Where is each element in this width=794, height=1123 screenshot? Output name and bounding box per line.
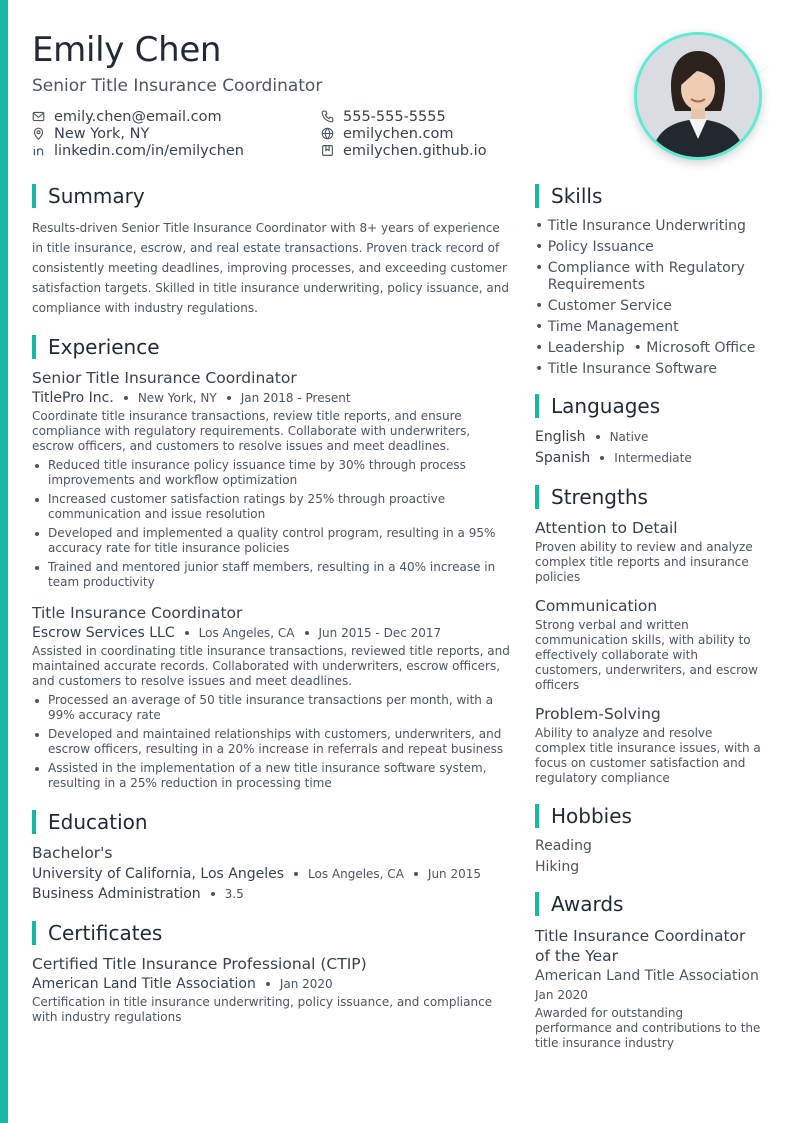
strength-description: Ability to analyze and resolve complex title insurance issues, with a focus on customer satisfaction and regulatory compliance	[535, 726, 761, 785]
education-heading	[32, 809, 510, 835]
section-marker	[535, 184, 539, 208]
main-column	[32, 183, 510, 1029]
awards-heading-text: Awards	[551, 892, 624, 916]
certificate-issuer: American Land Title Association	[32, 976, 256, 992]
job-location: Los Angeles, CA	[198, 626, 295, 640]
language-item	[535, 449, 763, 466]
award-title: Title Insurance Coordinator of the Year	[535, 927, 746, 965]
section-marker	[32, 810, 36, 834]
summary-section	[32, 183, 510, 318]
section-marker	[32, 184, 36, 208]
section-marker	[535, 394, 539, 418]
person-portrait-icon	[637, 35, 759, 157]
education-school: University of California, Los Angeles	[32, 866, 285, 882]
separator-dot	[211, 892, 215, 896]
contact-linkedin-text: linkedin.com/in/emilychen	[54, 142, 244, 159]
education-degree: Bachelor's	[32, 844, 113, 862]
skills-heading-text: Skills	[551, 184, 603, 208]
separator-dot	[414, 872, 418, 876]
contact-phone[interactable]	[321, 108, 591, 125]
job-company: TitlePro Inc.	[32, 390, 114, 406]
profile-photo	[634, 32, 762, 160]
job-achievements	[32, 458, 510, 590]
separator-dot	[185, 631, 189, 635]
certificate-date: Jan 2020	[279, 977, 333, 991]
candidate-title: Senior Title Insurance Coordinator	[32, 76, 323, 96]
skill-text: Title Insurance Underwriting	[547, 218, 746, 234]
accent-bar	[0, 0, 8, 1123]
section-marker	[32, 335, 36, 359]
certificate-name: Certified Title Insurance Professional (CTIP)	[32, 955, 367, 973]
achievement-item: Trained and mentored junior staff members, resulting in a 40% increase in team productivity	[32, 560, 510, 590]
contact-location	[32, 125, 321, 142]
job-company: Escrow Services LLC	[32, 625, 175, 641]
candidate-name: Emily Chen	[32, 30, 222, 70]
education-gpa: 3.5	[224, 887, 244, 901]
contact-github[interactable]	[321, 142, 591, 159]
job-meta	[32, 625, 510, 641]
hobbies-section	[535, 803, 763, 876]
strength-description: Proven ability to review and analyze complex title reports and insurance policies	[535, 540, 753, 584]
language-level: Intermediate	[614, 450, 692, 465]
experience-heading-text: Experience	[48, 335, 160, 359]
certificate-description: Certification in title insurance underwriting, policy issuance, and compliance with industry regulations	[32, 995, 493, 1024]
summary-heading	[32, 183, 510, 209]
languages-heading	[535, 393, 763, 419]
skill-text: Policy Issuance	[547, 239, 654, 255]
certificates-heading-text: Certificates	[48, 921, 163, 945]
summary-text: Results-driven Senior Title Insurance Coordinator with 8+ years of experience in title insurance, escrow, and real estate transactions. Proven track record of consistently meeting deadlines, improving processes, and exceeding customer satisfaction targets. Skilled in title insurance underwriting, policy issuance, and compliance with industry regulations.	[32, 221, 509, 315]
skill-text: Compliance with Regulatory Requirements	[547, 260, 745, 293]
skill-item: • Time Management	[535, 319, 679, 335]
contact-website[interactable]	[321, 125, 591, 142]
separator-dot	[294, 872, 298, 876]
separator-dot	[124, 396, 128, 400]
skill-item: • Policy Issuance	[535, 239, 654, 255]
education-field: Business Administration	[32, 886, 201, 902]
education-section	[32, 809, 510, 902]
strength-item	[535, 519, 763, 585]
achievement-item: Assisted in the implementation of a new title insurance software system, resulting in a 25% reduction in processing time	[32, 761, 510, 791]
contact-github-text: emilychen.github.io	[343, 142, 487, 159]
section-marker	[535, 892, 539, 916]
certificates-heading	[32, 920, 510, 946]
hobbies-heading-text: Hobbies	[551, 804, 632, 828]
experience-heading	[32, 334, 510, 360]
skill-item: • Title Insurance Underwriting	[535, 218, 746, 234]
languages-section	[535, 393, 763, 466]
certificates-section	[32, 920, 510, 1025]
job-title: Title Insurance Coordinator	[32, 604, 243, 622]
contact-website-text: emilychen.com	[343, 125, 454, 142]
education-heading-text: Education	[48, 810, 148, 834]
section-marker	[32, 921, 36, 945]
job-dates: Jun 2015 - Dec 2017	[318, 626, 442, 640]
section-marker	[535, 804, 539, 828]
strengths-heading-text: Strengths	[551, 485, 648, 509]
location-pin-icon	[32, 127, 45, 140]
sidebar-column	[535, 183, 763, 1051]
skill-text: Time Management	[547, 319, 679, 335]
globe-icon	[321, 127, 334, 140]
separator-dot	[305, 631, 309, 635]
separator-dot	[227, 396, 231, 400]
strength-item	[535, 597, 763, 693]
phone-icon	[321, 110, 334, 123]
education-field-row	[32, 886, 510, 902]
awards-heading	[535, 891, 763, 917]
strengths-heading	[535, 484, 763, 510]
experience-section	[32, 334, 510, 791]
hobbies-heading	[535, 803, 763, 829]
contact-list	[32, 108, 592, 159]
skills-heading	[535, 183, 763, 209]
strength-title: Communication	[535, 597, 658, 615]
separator-dot	[600, 456, 604, 460]
job-description: Coordinate title insurance transactions, review title reports, and ensure compliance with regulatory requirements. Collaborate with underwriters, escrow officers, and customers to resolve issues and meet deadlines.	[32, 409, 471, 453]
award-organization: American Land Title Association	[535, 968, 759, 984]
mail-icon	[32, 110, 45, 123]
language-name: English	[535, 428, 586, 445]
strength-item	[535, 705, 763, 786]
achievement-item: Processed an average of 50 title insurance transactions per month, with a 99% accuracy rate	[32, 693, 510, 723]
job-title: Senior Title Insurance Coordinator	[32, 369, 297, 387]
achievement-item: Developed and maintained relationships with customers, underwriters, and escrow officers, resulting in a 20% increase in referrals and repeat business	[32, 727, 510, 757]
achievement-item: Increased customer satisfaction ratings by 25% through proactive communication and issue resolution	[32, 492, 510, 522]
separator-dot	[596, 435, 600, 439]
job-description: Assisted in coordinating title insurance transactions, reviewed title reports, and maintained accurate records. Collaborated with underwriters, escrow officers, and customers to resolve issues and meet deadlines.	[32, 644, 510, 688]
job-achievements	[32, 693, 510, 791]
job-entry-2	[32, 604, 510, 791]
contact-phone-text: 555-555-5555	[343, 108, 446, 125]
skill-item-pair: • Leadership • Microsoft Office	[535, 340, 756, 356]
strength-title: Attention to Detail	[535, 519, 678, 537]
award-date: Jan 2020	[535, 988, 588, 1002]
achievement-item: Reduced title insurance policy issuance time by 30% through process improvements and workflow optimization	[32, 458, 510, 488]
contact-email-text: emily.chen@email.com	[54, 108, 222, 125]
award-description: Awarded for outstanding performance and contributions to the title insurance industry	[535, 1006, 761, 1050]
skills-section	[535, 183, 763, 378]
hobby-item: Reading	[535, 838, 592, 854]
education-location: Los Angeles, CA	[308, 867, 404, 881]
skill-item: • Customer Service	[535, 298, 672, 314]
language-level: Native	[609, 429, 649, 444]
section-marker	[535, 485, 539, 509]
job-location: New York, NY	[137, 391, 217, 405]
job-meta	[32, 390, 510, 406]
skill-item: • Title Insurance Software	[535, 361, 718, 377]
separator-dot	[266, 982, 270, 986]
contact-email[interactable]	[32, 108, 321, 125]
strengths-section	[535, 484, 763, 786]
strength-description: Strong verbal and written communication skills, with ability to effectively collaborate with customers, underwriters, and escrow officers	[535, 618, 758, 692]
awards-section	[535, 891, 763, 1051]
job-entry-1	[32, 369, 510, 590]
linkedin-icon	[32, 144, 45, 157]
language-item	[535, 428, 763, 445]
job-dates: Jan 2018 - Present	[240, 391, 351, 405]
skill-text: Title Insurance Software	[547, 361, 718, 377]
education-meta	[32, 866, 510, 882]
bookmark-icon	[321, 144, 334, 157]
contact-linkedin[interactable]	[32, 142, 321, 159]
certificate-meta	[32, 976, 510, 992]
achievement-item: Developed and implemented a quality control program, resulting in a 95% accuracy rate for title insurance policies	[32, 526, 510, 556]
education-date: Jun 2015	[427, 867, 482, 881]
summary-heading-text: Summary	[48, 184, 145, 208]
hobby-item: Hiking	[535, 859, 580, 875]
strength-title: Problem-Solving	[535, 705, 661, 723]
skill-item: • Compliance with Regulatory Requirements	[535, 260, 763, 294]
languages-heading-text: Languages	[551, 394, 661, 418]
contact-location-text: New York, NY	[54, 125, 150, 142]
skill-text: Leadership	[547, 340, 625, 356]
language-name: Spanish	[535, 449, 591, 466]
skill-text: Microsoft Office	[646, 340, 756, 356]
skill-text: Customer Service	[547, 298, 672, 314]
